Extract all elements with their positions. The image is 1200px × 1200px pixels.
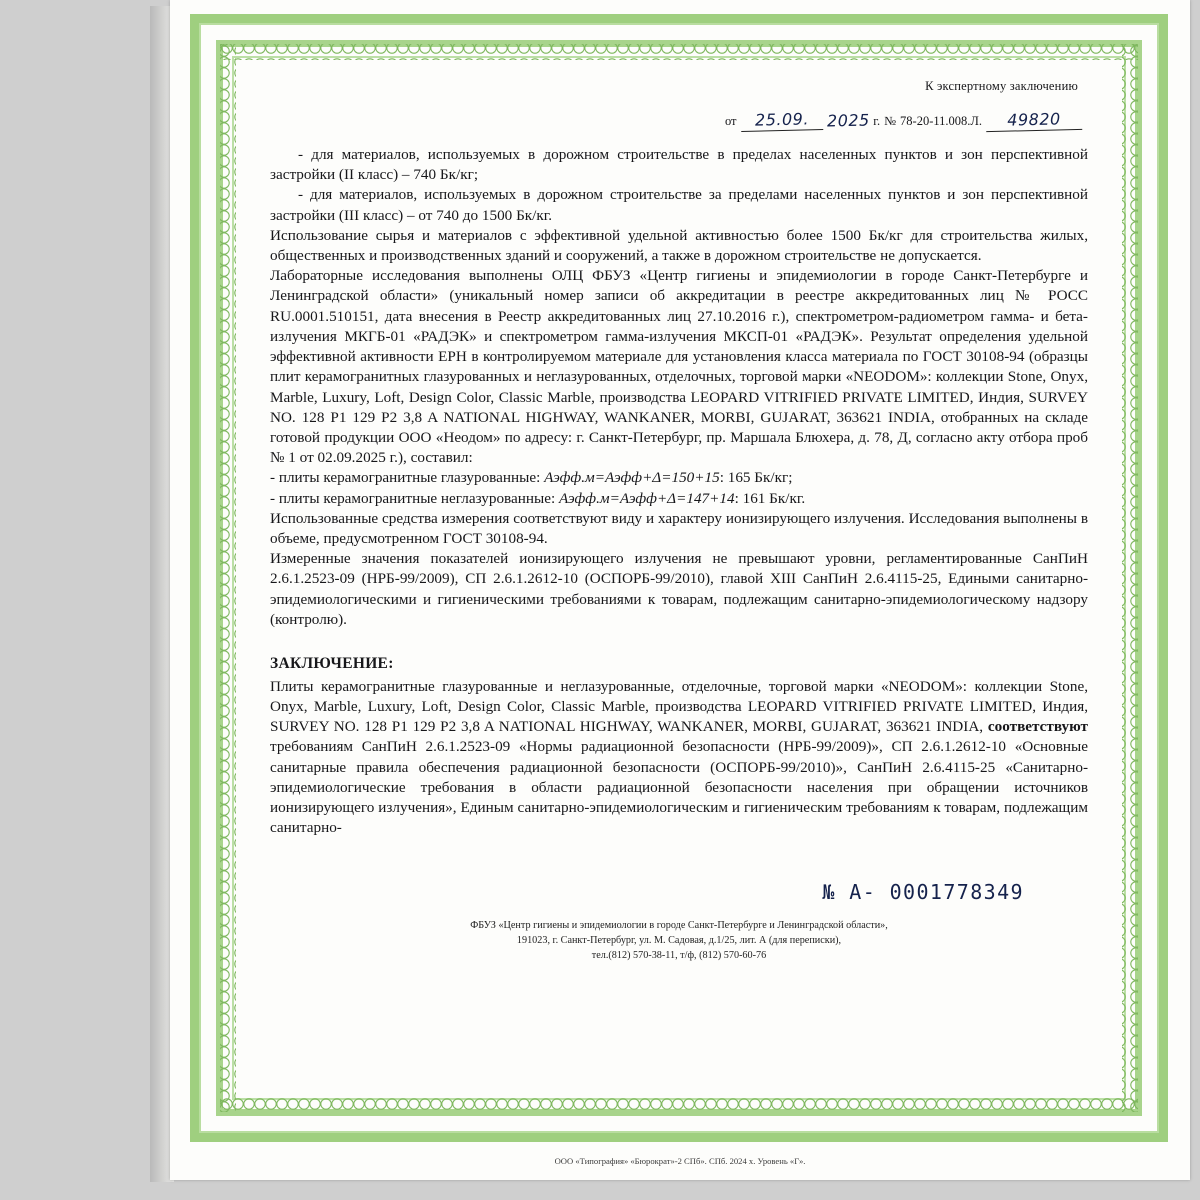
- conclusion-part-2: требованиям СанПиН 2.6.1.2523-09 «Нормы радиационной безопасности (НРБ-99/2009)», СП 2.6.1.2612-10 «Основные санитарные правила обеспечения радиационной безопасности (ОСПОРБ-99/2010)», СанПиН 2.6.4115-25 «Санитарно-эпидемиологические требования в области радиационной безопасности населения при обращении источников ионизирующего излучения», Единым санитарно-эпидемиологическим и гигиеническим требованиям к товарам, подлежащим санитарно-: [270, 738, 1088, 837]
- measurement-line-unglazed: [270, 489, 1088, 509]
- measurement-line-glazed: [270, 468, 1088, 488]
- paragraph-class-2: - для материалов, используемых в дорожном строительстве в пределах населенных пунктов и зон перспективной застройки (II класс) – 740 Бк/кг;: [270, 145, 1088, 184]
- measurement-suffix-unglazed: : 161 Бк/кг.: [734, 489, 806, 507]
- measurement-formula-unglazed: Аэфф.м=Аэфф+Δ=147+14: [558, 489, 735, 507]
- number-label: №: [884, 114, 897, 129]
- certificate-page: [170, 0, 1190, 1180]
- serial-number: № А- 0001778349: [822, 879, 1024, 904]
- ref-number-value: 49820: [986, 107, 1083, 132]
- measurement-formula-glazed: Аэфф.м=Аэфф+Δ=150+15: [544, 469, 720, 487]
- measurement-prefix-glazed: - плиты керамогранитные глазурованные:: [270, 469, 545, 487]
- ref-year-value: 2025: [826, 110, 870, 131]
- reference-header: К экспертному заключению: [925, 79, 1078, 93]
- paragraph-instruments: Использованные средства измерения соответствуют виду и характеру ионизирующего излучения. Исследования выполнены в объеме, предусмотренном ГОСТ 30108-94.: [270, 509, 1088, 548]
- year-label: г.: [873, 114, 881, 129]
- footer-block: [270, 919, 1088, 963]
- footer-line-3: тел.(812) 570-38-11, т/ф, (812) 570-60-76: [591, 949, 767, 961]
- conclusion-part-1: Плиты керамогранитные глазурованные и неглазурованные, отделочные, торговой марки «NEODOM»: коллекции Stone, Onyx, Marble, Luxury, Loft, Design Color, Classic Marble, производства LEOPARD VITRIFIED PRIVATE LIMITED, Индия, SURVEY NO. 128 P1 129 P2 3,8 A NATIONAL HIGHWAY, WANKANER, MORBI, GUJARAT, 363621 INDIA,: [270, 677, 1088, 736]
- conclusion-emphasis: соответствуют: [987, 718, 1088, 736]
- document-content: [270, 78, 1088, 963]
- paragraph-restriction: Использование сырья и материалов с эффективной удельной активностью более 1500 Бк/кг для строительства жилых, общественных и производственных зданий и сооружений, а также в дорожном строительстве не допускается.: [270, 226, 1088, 264]
- footer-line-1: ФБУЗ «Центр гигиены и эпидемиологии в городе Санкт-Петербурге и Ленинградской области»,: [470, 920, 888, 932]
- printer-mark: ООО «Типография» «Бюрократ»-2 СПб». СПб. 2024 х. Уровень «Г».: [554, 1156, 806, 1166]
- paragraph-lab-research: Лабораторные исследования выполнены ОЛЦ ФБУЗ «Центр гигиены и эпидемиологии в городе Санкт-Петербурге и Ленинградской области» (уникальный номер записи об аккредитации в реестре аккредитованных лиц № РОСС RU.0001.510151, дата внесения в Реестр аккредитованных лиц 27.10.2016 г.), спектрометром-радиометром гамма- и бета-излучения МКГБ-01 «РАДЭК» и спектрометром гамма-излучения МКСП-01 «РАДЭК». Результат определения удельной эффективной активности ЕРН в контролируемом материале для установления класса материала по ГОСТ 30108-94 (образцы плит керамогранитных глазурованных и неглазурованных, отделочных, торговой марки «NEODOM»: коллекции Stone, Onyx, Marble, Luxury, Loft, Design Color, Classic Marble, производства LEOPARD VITRIFIED PRIVATE LIMITED, Индия, SURVEY NO. 128 P1 129 P2 3,8 A NATIONAL HIGHWAY, WANKANER, MORBI, GUJARAT, 363621 INDIA, отобранных на складе готовой продукции ООО «Неодом» по адресу: г. Санкт-Петербург, пр. Маршала Блюхера, д. 78, Д, согласно акту отбора проб № 1 от 02.09.2025 г.), составил:: [270, 267, 1088, 467]
- measurement-prefix-unglazed: - плиты керамогранитные неглазурованные:: [270, 489, 559, 507]
- paragraph-limits: Измеренные значения показателей ионизирующего излучения не превышают уровни, регламентированные СанПиН 2.6.1.2523-09 (НРБ-99/2009), СП 2.6.1.2612-10 (ОСПОРБ-99/2010), главой XIII СанПиН 2.6.4115-25, Едиными санитарно-эпидемиологическими и гигиеническими требованиями к товарам, подлежащим санитарно-эпидемиологическому надзору (контролю).: [270, 550, 1088, 628]
- number-prefix: 78-20-11.008.Л.: [900, 114, 982, 129]
- from-label: от: [724, 114, 737, 129]
- conclusion-title: ЗАКЛЮЧЕНИЕ:: [270, 655, 394, 673]
- measurement-suffix-glazed: : 165 Бк/кг;: [719, 469, 793, 487]
- paragraph-class-3: - для материалов, используемых в дорожном строительстве за пределами населенных пунктов и зон перспективной застройки (III класс) – от 740 до 1500 Бк/кг.: [270, 186, 1088, 224]
- conclusion-text: [270, 677, 1088, 839]
- footer-line-2: 191023, г. Санкт-Петербург, ул. М. Садовая, д.1/25, лит. А (для переписки),: [516, 934, 842, 946]
- ref-date-value: 25.09.: [740, 108, 823, 132]
- reference-line: [270, 109, 1082, 131]
